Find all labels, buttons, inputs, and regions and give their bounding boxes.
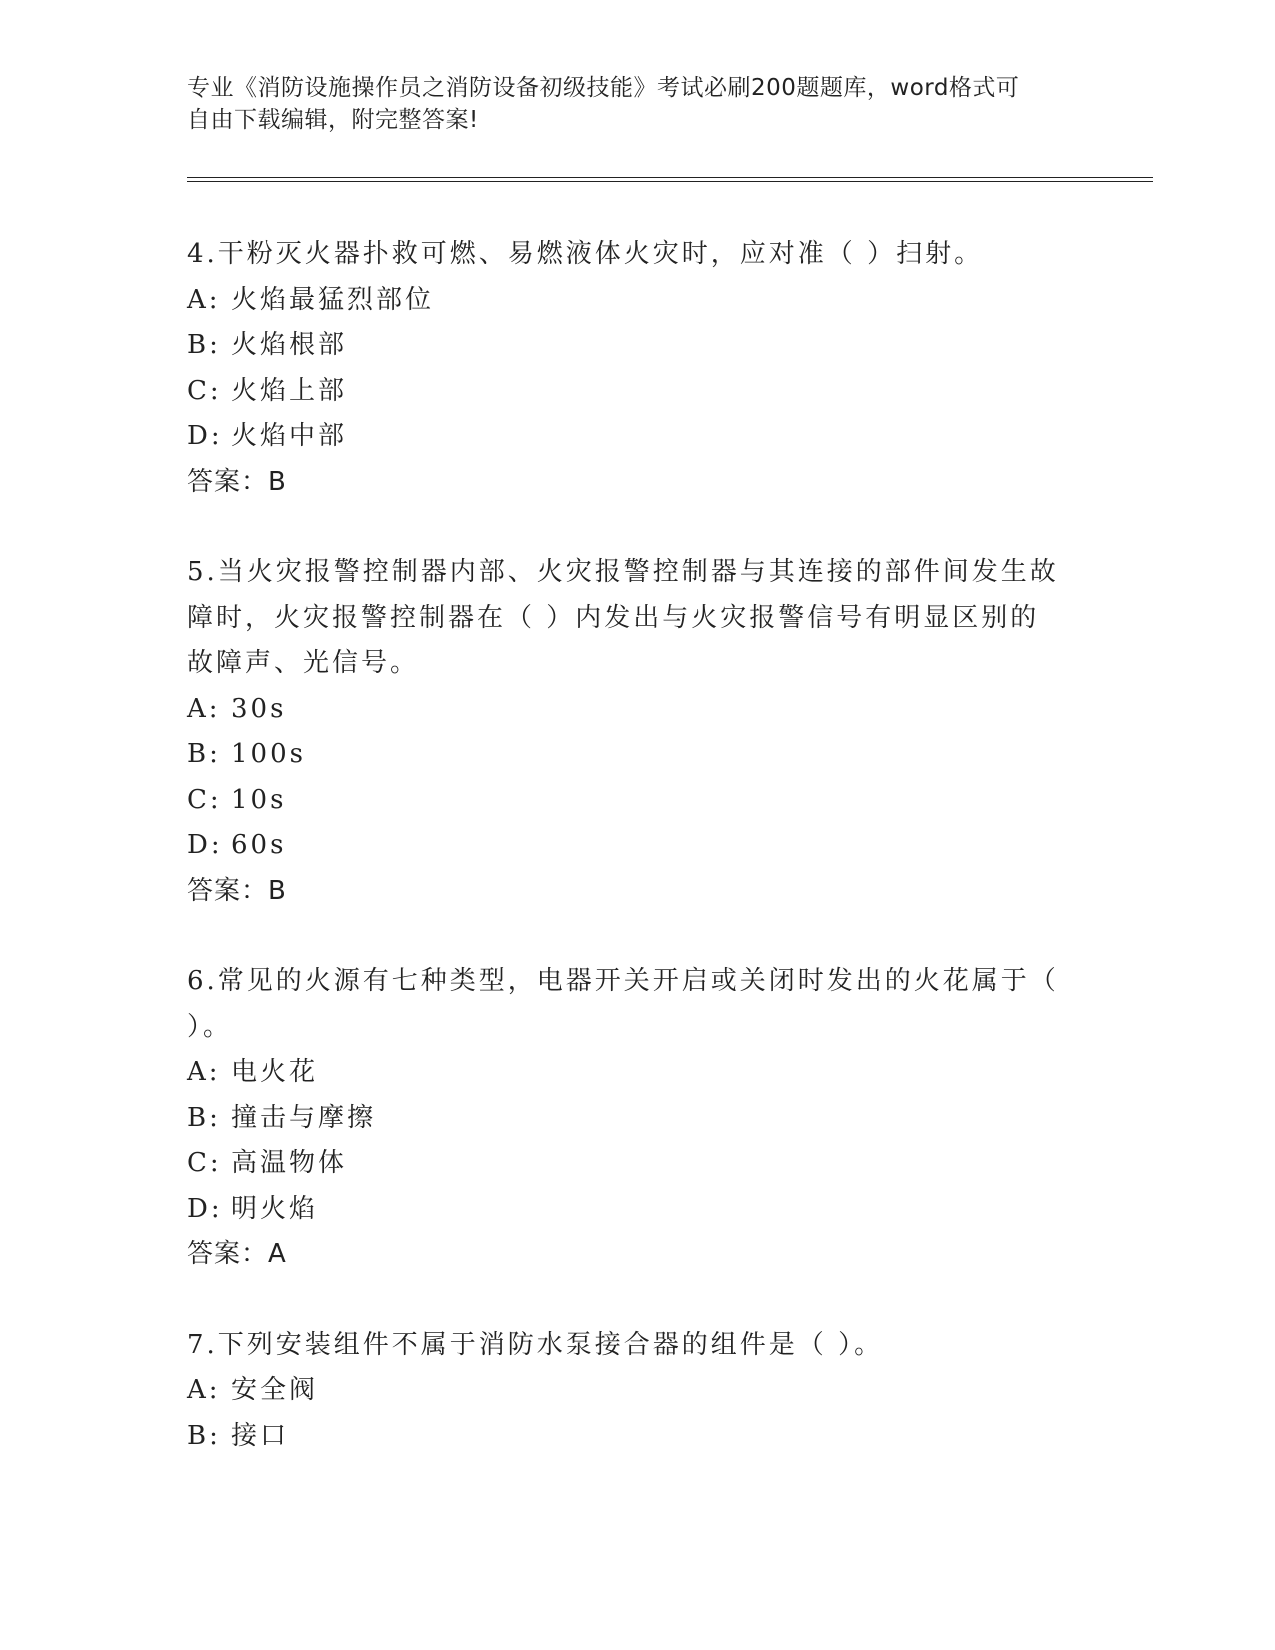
option-a bbox=[187, 278, 1077, 324]
question-6 bbox=[187, 959, 1077, 1278]
option-text: 火焰中部 bbox=[231, 421, 348, 451]
spacer bbox=[187, 505, 1077, 550]
option-text: 60s bbox=[231, 830, 287, 860]
spacer bbox=[187, 1278, 1077, 1323]
option-letter: C: bbox=[187, 375, 222, 406]
option-b bbox=[187, 1096, 1077, 1142]
option-d bbox=[187, 414, 1077, 460]
option-text: 10s bbox=[231, 784, 287, 815]
option-letter: C: bbox=[187, 784, 222, 815]
question-stem-line: 5.当火灾报警控制器内部、火灾报警控制器与其连接的部件间发生故 bbox=[187, 557, 1059, 587]
question-stem bbox=[187, 959, 1077, 1050]
option-text: 明火焰 bbox=[231, 1193, 319, 1224]
question-4 bbox=[187, 232, 1077, 505]
option-letter: B: bbox=[187, 1102, 221, 1133]
option-text: 撞击与摩擦 bbox=[231, 1102, 377, 1133]
option-text: 高温物体 bbox=[231, 1148, 348, 1178]
option-c bbox=[187, 778, 1077, 824]
option-text: 火焰上部 bbox=[231, 375, 348, 406]
option-b bbox=[187, 732, 1077, 778]
option-a bbox=[187, 687, 1077, 733]
question-stem bbox=[187, 232, 1077, 278]
option-a bbox=[187, 1368, 1077, 1414]
question-stem bbox=[187, 550, 1077, 687]
question-stem-line: 4.干粉灭火器扑救可燃、易燃液体火灾时，应对准（ ）扫射。 bbox=[187, 239, 984, 269]
answer-line: 答案：B bbox=[187, 466, 287, 497]
header-divider bbox=[187, 177, 1153, 182]
option-letter: B: bbox=[187, 1420, 221, 1451]
option-text: 100s bbox=[231, 739, 306, 769]
option-text: 接口 bbox=[231, 1420, 290, 1451]
option-d bbox=[187, 1187, 1077, 1233]
option-letter: B: bbox=[187, 330, 221, 360]
option-text: 30s bbox=[231, 693, 287, 724]
option-letter: D: bbox=[187, 1193, 223, 1224]
question-stem-line: 6.常见的火源有七种类型，电器开关开启或关闭时发出的火花属于（ bbox=[187, 966, 1059, 996]
option-letter: D: bbox=[187, 830, 223, 860]
option-text: 火焰根部 bbox=[231, 330, 348, 360]
question-7 bbox=[187, 1323, 1077, 1460]
answer-line: 答案：B bbox=[187, 875, 287, 906]
answer-line: 答案：A bbox=[187, 1239, 287, 1269]
option-letter: A: bbox=[187, 284, 221, 315]
option-c bbox=[187, 1141, 1077, 1187]
option-text: 电火花 bbox=[231, 1057, 319, 1087]
option-letter: A: bbox=[187, 1375, 221, 1405]
option-b bbox=[187, 1414, 1077, 1460]
question-5 bbox=[187, 550, 1077, 914]
option-letter: B: bbox=[187, 739, 221, 769]
option-letter: C: bbox=[187, 1148, 222, 1178]
question-stem bbox=[187, 1323, 1077, 1369]
option-b bbox=[187, 323, 1077, 369]
option-text: 安全阀 bbox=[231, 1375, 319, 1405]
question-list bbox=[187, 232, 1077, 1459]
question-stem-line: ）。 bbox=[187, 1011, 233, 1042]
option-a bbox=[187, 1050, 1077, 1096]
option-d bbox=[187, 823, 1077, 869]
question-stem-line: 7.下列安装组件不属于消防水泵接合器的组件是（ ）。 bbox=[187, 1329, 884, 1360]
option-letter: A: bbox=[187, 1057, 221, 1087]
question-stem-line: 障时，火灾报警控制器在（ ）内发出与火灾报警信号有明显区别的 bbox=[187, 602, 1040, 633]
option-letter: A: bbox=[187, 693, 221, 724]
document-header bbox=[187, 72, 1077, 136]
option-letter: D: bbox=[187, 421, 223, 451]
spacer bbox=[187, 914, 1077, 959]
option-text: 火焰最猛烈部位 bbox=[231, 284, 435, 315]
option-c bbox=[187, 369, 1077, 415]
header-line-1: 专业《消防设施操作员之消防设备初级技能》考试必刷200题题库，word格式可 bbox=[187, 75, 1020, 101]
header-line-2: 自由下载编辑，附完整答案! bbox=[187, 107, 479, 133]
question-stem-line: 故障声、光信号。 bbox=[187, 648, 420, 678]
